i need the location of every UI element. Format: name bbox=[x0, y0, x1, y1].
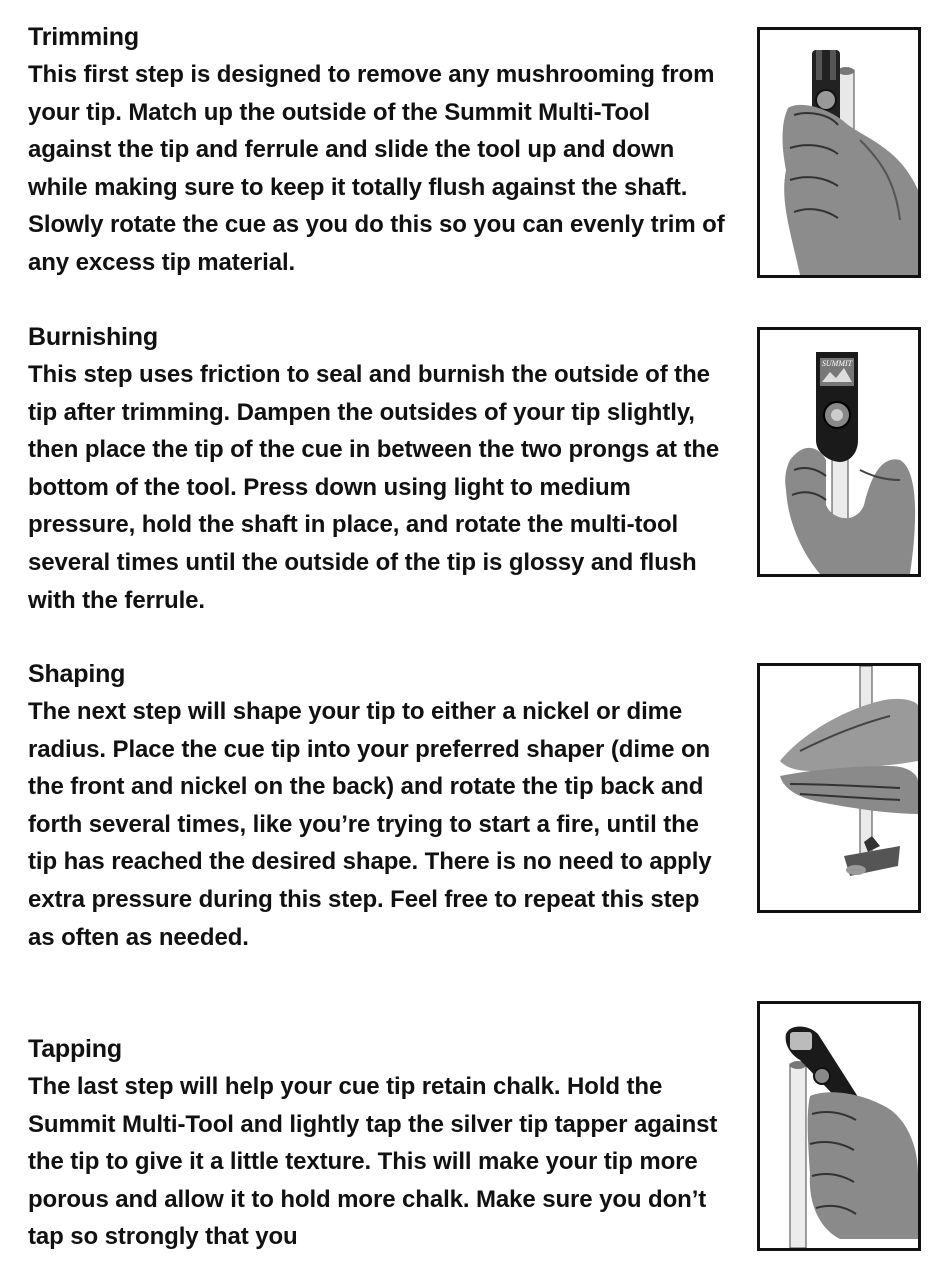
section-body: The last step will help your cue tip retain chalk. Hold the Summit Multi-Tool and lightly tap the silver tip tapper against the tip to give it a little texture. This will make your tip more porous and allow it to hold more chalk. Make sure you don’t tap so strongly that you bbox=[28, 1073, 718, 1251]
section-heading: Burnishing bbox=[28, 323, 158, 351]
section-heading: Tapping bbox=[28, 1035, 122, 1063]
tapping-photo bbox=[757, 1001, 921, 1251]
section-body: The next step will shape your tip to either a nickel or dime radius. Place the cue tip into your preferred shaper (dime on the front and nickel on the back) and rotate the tip back and forth several times, like you’re trying to start a fire, until the tip has reached the desired shape. There is no need to apply extra pressure during this step. Feel free to repeat this step as often as needed. bbox=[28, 698, 712, 951]
burnishing-photo bbox=[757, 327, 921, 577]
section-body: This first step is designed to remove any mushrooming from your tip. Match up the outside of the Summit Multi-Tool against the tip and ferrule and slide the tool up and down while making sure to keep it totally flush against the shaft. Slowly rotate the cue as you do this so you can evenly trim of any excess tip material. bbox=[28, 61, 725, 276]
shaping-photo bbox=[757, 663, 921, 913]
section-burnishing bbox=[28, 322, 728, 619]
section-trimming bbox=[28, 22, 728, 282]
section-heading: Shaping bbox=[28, 660, 126, 688]
trimming-photo bbox=[757, 27, 921, 278]
section-shaping bbox=[28, 659, 728, 956]
section-heading: Trimming bbox=[28, 23, 139, 51]
svg-text:SUMMIT: SUMMIT bbox=[821, 359, 853, 368]
section-tapping bbox=[28, 1034, 728, 1256]
section-body: This step uses friction to seal and burnish the outside of the tip after trimming. Dampen the outsides of your tip slightly, then place the tip of the cue in between the two prongs at the bottom of the tool. Press down using light to medium pressure, hold the shaft in place, and rotate the multi-tool several times until the outside of the tip is glossy and flush with the ferrule. bbox=[28, 361, 720, 614]
